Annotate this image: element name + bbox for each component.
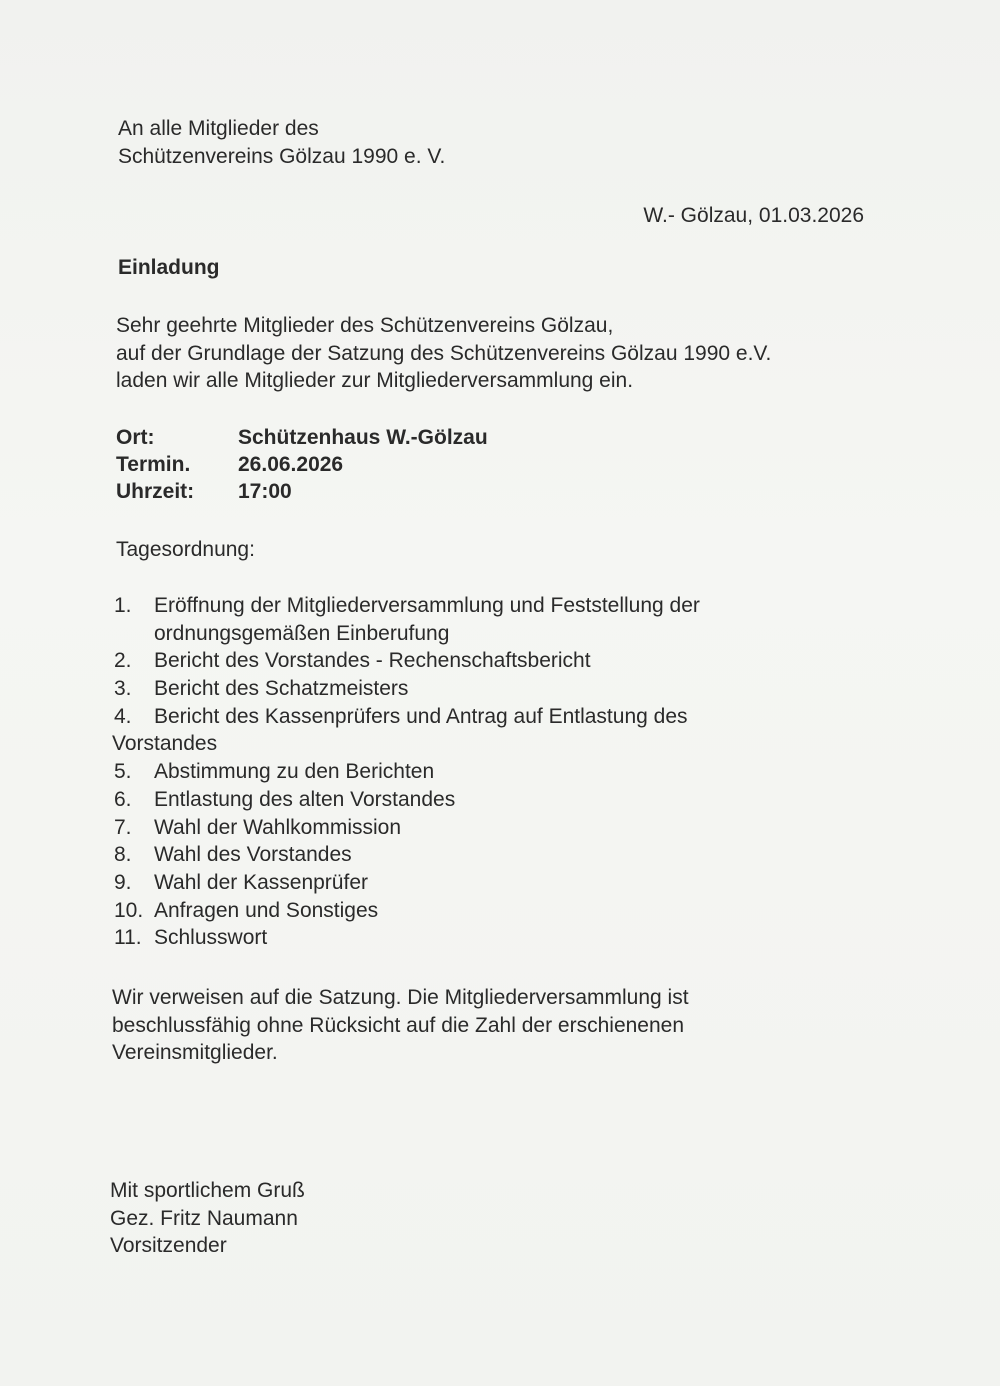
agenda-text: Entlastung des alten Vorstandes bbox=[154, 787, 456, 811]
agenda-text: Schlusswort bbox=[154, 926, 268, 950]
detail-row-location bbox=[116, 424, 488, 451]
agenda-item bbox=[112, 703, 700, 731]
intro-line: Sehr geehrte Mitglieder des Schützenvereins Gölzau, bbox=[116, 314, 614, 337]
detail-value: 17:00 bbox=[238, 480, 292, 503]
agenda-item bbox=[112, 758, 700, 786]
detail-value: Schützenhaus W.-Gölzau bbox=[238, 426, 488, 449]
agenda-text: Bericht des Vorstandes - Rechenschaftsbericht bbox=[154, 649, 591, 673]
agenda-text: Bericht des Schatzmeisters bbox=[154, 677, 409, 701]
detail-row-time bbox=[116, 478, 488, 505]
agenda-item bbox=[112, 675, 700, 703]
agenda-number: 5. bbox=[114, 760, 132, 784]
detail-row-date bbox=[116, 451, 488, 478]
agenda-text: Wahl der Wahlkommission bbox=[154, 815, 402, 839]
agenda-number: 1. bbox=[114, 594, 132, 617]
signoff-block bbox=[110, 1177, 305, 1260]
closing-line: beschlussfähig ohne Rücksicht auf die Zahl der erschienenen bbox=[112, 1013, 685, 1037]
meeting-details bbox=[116, 424, 488, 505]
agenda-item bbox=[112, 592, 700, 620]
agenda-text: Wahl der Kassenprüfer bbox=[154, 870, 368, 894]
agenda-number: 11. bbox=[114, 926, 142, 950]
agenda-text: Eröffnung der Mitgliederversammlung und Feststellung der bbox=[154, 594, 700, 617]
agenda-number: 3. bbox=[114, 677, 132, 701]
agenda-text: Bericht des Kassenprüfers und Antrag auf Entlastung des bbox=[154, 704, 688, 728]
closing-line: Vereinsmitglieder. bbox=[112, 1041, 278, 1064]
agenda-list bbox=[112, 592, 700, 952]
agenda-item bbox=[112, 869, 700, 897]
subject-heading: Einladung bbox=[118, 256, 220, 279]
agenda-number: 10. bbox=[114, 898, 144, 922]
agenda-item bbox=[112, 786, 700, 814]
agenda-number: 6. bbox=[114, 787, 132, 811]
recipient-line: An alle Mitglieder des bbox=[118, 117, 319, 140]
agenda-text: Abstimmung zu den Berichten bbox=[154, 760, 435, 784]
agenda-text-continued: ordnungsgemäßen Einberufung bbox=[154, 621, 450, 645]
agenda-number: 9. bbox=[114, 870, 132, 894]
closing-paragraph bbox=[112, 984, 689, 1067]
agenda-title: Tagesordnung: bbox=[116, 538, 255, 561]
detail-label: Ort: bbox=[116, 426, 155, 449]
agenda-item bbox=[112, 897, 700, 925]
agenda-text-wrapped: Vorstandes bbox=[112, 732, 218, 756]
place-date: W.- Gölzau, 01.03.2026 bbox=[643, 204, 864, 227]
intro-paragraph bbox=[116, 312, 771, 395]
detail-label: Termin. bbox=[116, 453, 191, 476]
agenda-text: Anfragen und Sonstiges bbox=[154, 898, 379, 922]
agenda-number: 2. bbox=[114, 649, 132, 673]
agenda-text: Wahl des Vorstandes bbox=[154, 843, 352, 867]
signatory-role: Vorsitzender bbox=[110, 1234, 227, 1257]
agenda-number: 8. bbox=[114, 843, 132, 867]
intro-line: laden wir alle Mitglieder zur Mitgliederversammlung ein. bbox=[116, 369, 634, 392]
agenda-number: 7. bbox=[114, 815, 132, 839]
agenda-item bbox=[112, 841, 700, 869]
detail-value: 26.06.2026 bbox=[238, 453, 344, 476]
signatory: Gez. Fritz Naumann bbox=[110, 1206, 298, 1230]
intro-line: auf der Grundlage der Satzung des Schützenvereins Gölzau 1990 e.V. bbox=[116, 341, 772, 365]
agenda-item bbox=[112, 924, 700, 952]
greeting: Mit sportlichem Gruß bbox=[110, 1179, 305, 1202]
agenda-item bbox=[112, 647, 700, 675]
agenda-number: 4. bbox=[114, 704, 132, 728]
agenda-item bbox=[112, 814, 700, 842]
recipient-line: Schützenvereins Gölzau 1990 e. V. bbox=[118, 145, 446, 168]
closing-line: Wir verweisen auf die Satzung. Die Mitgliederversammlung ist bbox=[112, 986, 689, 1009]
recipient-address bbox=[118, 115, 445, 171]
detail-label: Uhrzeit: bbox=[116, 480, 195, 503]
